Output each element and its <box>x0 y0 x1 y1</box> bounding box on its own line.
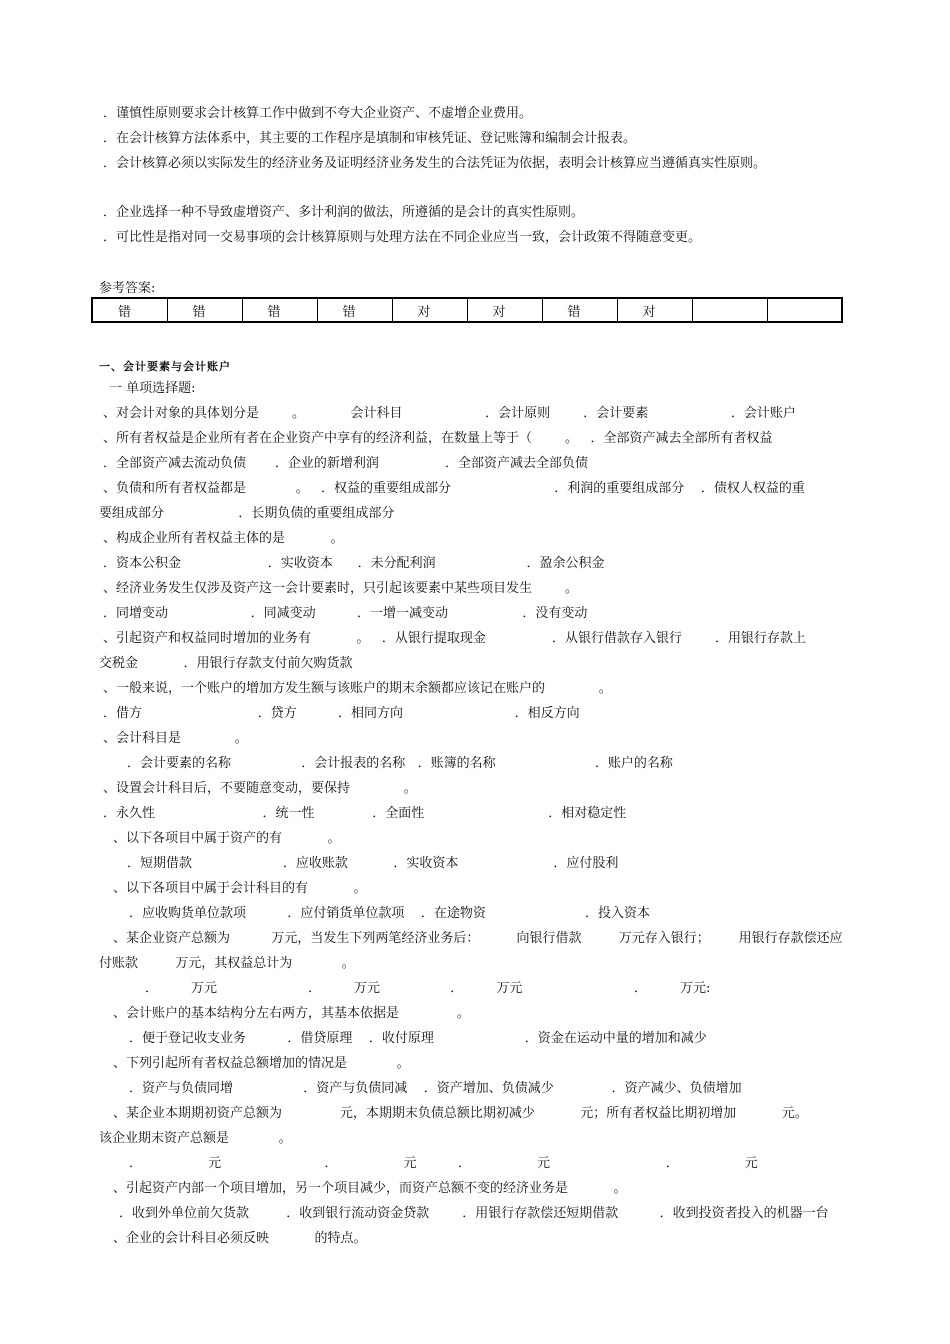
tf-item-1: ．谨慎性原则要求会计核算工作中做到不夸大企业资产、不虚增企业费用。 <box>103 106 533 121</box>
question-line: ．应收购货单位款项 ．应付销货单位款项 ．在途物资 ．投入资本 <box>129 906 651 921</box>
question-line: 、下列引起所有者权益总额增加的情况是 。 <box>113 1056 410 1071</box>
question-line: ．便于登记收支业务 ．借贷原理 ．收付原理 ．资金在运动中量的增加和减少 <box>129 1031 707 1046</box>
question-line: ．借方 ．贷方 ．相同方向 ．相反方向 <box>103 706 580 721</box>
question-line: ．收到外单位前欠货款 ．收到银行流动资金贷款 ．用银行存款偿还短期借款 ．收到投资者投入的机器一台 <box>119 1206 829 1221</box>
question-line: 、设置会计科目后，不要随意变动，要保持 。 <box>103 781 417 796</box>
answer-cell: 对 <box>467 298 542 322</box>
question-line: 、引起资产内部一个项目增加，另一个项目减少，而资产总额不变的经济业务是 。 <box>113 1181 627 1196</box>
question-line: 付账款 万元，其权益总计为 。 <box>99 956 355 971</box>
answer-row <box>92 298 842 322</box>
subsection-title: 一 单项选择题: <box>109 381 196 396</box>
question-line: ．资本公积金 ．实收资本 ．未分配利润 ．盈余公积金 <box>103 556 605 571</box>
question-line: 、会计科目是 。 <box>103 731 248 746</box>
question-line: ．同增变动 ．同减变动 ．一增一减变动 ．没有变动 <box>103 606 588 621</box>
answer-cell: 错 <box>242 298 317 322</box>
answer-cell: 错 <box>542 298 617 322</box>
answer-label: 参考答案: <box>99 281 156 296</box>
question-line: ．短期借款 ．应收账款 ．实收资本 ．应付股利 <box>127 856 619 871</box>
question-line: ．资产与负债同增 ．资产与负债同减 ．资产增加、负债减少 ．资产减少、负债增加 <box>129 1081 742 1096</box>
tf-item-2: ．在会计核算方法体系中，其主要的工作程序是填制和审核凭证、登记账簿和编制会计报表。 <box>103 131 637 146</box>
answer-table <box>91 297 843 323</box>
section-title: 一、会计要素与会计账户 <box>99 360 231 373</box>
question-line: 、引起资产和权益同时增加的业务有 。 ．从银行提取现金 ．从银行借款存入银行 ．用银行存款上 <box>103 631 807 646</box>
question-line: ． 万元 ． 万元 ． 万元 ． 万元: <box>145 981 711 996</box>
question-line: 、以下各项目中属于资产的有 。 <box>113 831 341 846</box>
question-line: 、会计账户的基本结构分左右两方，其基本依据是 。 <box>113 1006 470 1021</box>
question-line: 该企业期末资产总额是 。 <box>99 1131 292 1146</box>
answer-cell: 错 <box>92 298 167 322</box>
question-line: 要组成部分 ．长期负债的重要组成部分 <box>99 506 395 521</box>
answer-cell <box>767 298 842 322</box>
question-line: 、负债和所有者权益都是 。 ．权益的重要组成部分 ．利润的重要组成部分 ．债权人权益的重 <box>103 481 805 496</box>
question-line: 交税金 ．用银行存款支付前欠购货款 <box>99 656 353 671</box>
question-line: 、所有者权益是企业所有者在企业资产中享有的经济利益，在数量上等于（ 。 ．全部资产减去全部所有者权益 <box>103 431 773 446</box>
question-line: 、构成企业所有者权益主体的是 。 <box>103 531 344 546</box>
question-line: 、一般来说，一个账户的增加方发生额与该账户的期末余额都应该记在账户的 。 <box>103 681 612 696</box>
answer-cell <box>692 298 767 322</box>
answer-cell: 对 <box>617 298 692 322</box>
question-line: 、以下各项目中属于会计科目的有 。 <box>113 881 367 896</box>
question-line: 、企业的会计科目必须反映 的特点。 <box>113 1231 367 1246</box>
question-line: 、某企业资产总额为 万元，当发生下列两笔经济业务后： 向银行借款 万元存入银行； 用银行存款偿还应 <box>113 931 843 946</box>
tf-item-3: ．会计核算必须以实际发生的经济业务及证明经济业务发生的合法凭证为依据，表明会计核算应当遵循真实性原则。 <box>103 156 767 171</box>
tf-item-5: ．可比性是指对同一交易事项的会计核算原则与处理方法在不同企业应当一致，会计政策不得随意变更。 <box>103 230 702 245</box>
answer-cell: 对 <box>392 298 467 322</box>
answer-cell: 错 <box>317 298 392 322</box>
question-line: 、对会计对象的具体划分是 。 会计科目 ．会计原则 ．会计要素 ．会计账户 <box>103 406 796 421</box>
question-line: ．永久性 ．统一性 ．全面性 ．相对稳定性 <box>103 806 627 821</box>
tf-item-4: ．企业选择一种不导致虚增资产、多计利润的做法，所遵循的是会计的真实性原则。 <box>103 205 585 220</box>
question-line: ．全部资产减去流动负债 ．企业的新增利润 ．全部资产减去全部负债 <box>103 456 589 471</box>
question-line: ．会计要素的名称 ．会计报表的名称 ．账簿的名称 ．账户的名称 <box>127 756 673 771</box>
question-line: 、经济业务发生仅涉及资产这一会计要素时，只引起该要素中某些项目发生 。 <box>103 581 579 596</box>
question-line: 、某企业本期期初资产总额为 元，本期期末负债总额比期初减少 元；所有者权益比期初增加 元。 <box>113 1106 808 1121</box>
question-line: ． 元 ． 元 ． 元 ． 元 <box>129 1156 758 1171</box>
answer-cell: 错 <box>167 298 242 322</box>
